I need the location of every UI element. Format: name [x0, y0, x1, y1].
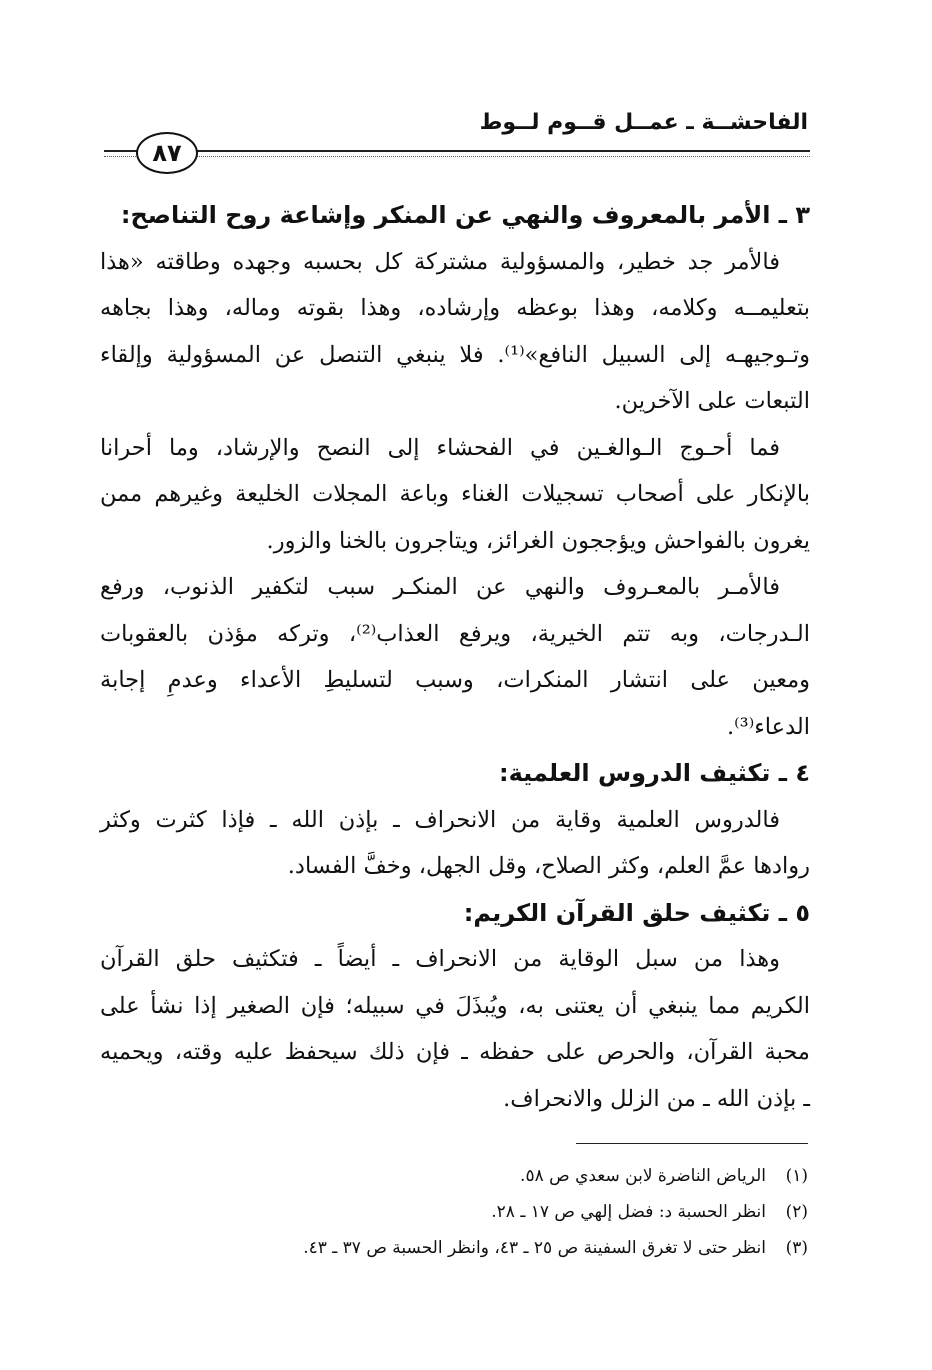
footnote-number: (٢) [785, 1202, 808, 1222]
paragraph [100, 936, 810, 1122]
text-line: فالدروس العلمية وقاية من الانحراف ـ بإذن الله ـ فإذا كثرت وكثر [100, 806, 780, 833]
text-line: روادها عمَّ العلم، وكثر الصلاح، وقل الجهل، وخفَّ الفساد. [287, 853, 810, 879]
section-heading: ٥ ـ تكثيف حلق القرآن الكريم: [463, 898, 810, 927]
section-heading: ٤ ـ تكثيف الدروس العلمية: [499, 759, 810, 787]
footnote-text: الرياض الناضرة لابن سعدي ص ٥٨. [520, 1166, 766, 1186]
text-line: وتـوجيهـه إلى السبيل النافع»⁽¹⁾. فلا ينبغي التنصل عن المسؤولية وإلقاء [100, 341, 810, 368]
paragraph [100, 564, 810, 750]
paragraph [100, 797, 810, 890]
footnote-number: (٣) [785, 1238, 808, 1258]
page-number: ٨٧ [136, 132, 198, 174]
text-line: يغرون بالفواحش ويؤججون الغرائز، ويتاجرون بالخنا والزور. [266, 527, 810, 554]
text-line: الدعاء⁽³⁾. [726, 713, 810, 740]
footnote-separator [576, 1143, 808, 1144]
text-line: الكريم مما ينبغي أن يعتنى به، ويُبذَلَ في سبيله؛ فإن الصغير إذا نشأ على [100, 992, 810, 1019]
text-line: بالإنكار على أصحاب تسجيلات الغناء وباعة المجلات الخليعة وغيرهم ممن [100, 481, 810, 507]
footnote-number: (١) [785, 1166, 808, 1186]
footnote [108, 1230, 808, 1266]
running-header-title: الفاحشــة ـ عمــل قــوم لــوط [479, 110, 808, 135]
text-line: وهذا من سبل الوقاية من الانحراف ـ أيضاً ـ فتكثيف حلق القرآن [100, 946, 780, 972]
paragraph [100, 239, 810, 425]
text-line: ومعين على انتشار المنكرات، وسبب لتسليطِ الأعداء وعدمِ إجابة [100, 667, 810, 693]
text-line: فالأمر جد خطير، والمسؤولية مشتركة كل بحسبه وجهده وطاقته «هذا [100, 248, 780, 275]
text-line: محبة القرآن، والحرص على حفظه ـ فإن ذلك سيحفظ عليه وقته، ويحميه [100, 1039, 810, 1065]
text-line: بتعليمــه وكلامه، وهذا بوعظه وإرشاده، وهذا بقوته وماله، وهذا بجاهه [100, 295, 810, 321]
page-body [100, 192, 810, 1122]
footnote [108, 1158, 808, 1194]
paragraph [100, 425, 810, 565]
footnote-text: انظر حتى لا تغرق السفينة ص ٢٥ ـ ٤٣، وانظر الحسبة ص ٣٧ ـ ٤٣. [303, 1238, 766, 1258]
text-line: فالأمـر بالمعـروف والنهي عن المنكـر سبب لتكفير الذنوب، ورفع [100, 574, 780, 600]
text-line: التبعات على الآخرين. [614, 388, 810, 414]
footnote [108, 1194, 808, 1230]
header-rule-dotted [104, 156, 810, 157]
footnotes [108, 1158, 808, 1266]
header-rule [104, 150, 810, 152]
text-line: ـ بإذن الله ـ من الزلل والانحراف. [503, 1085, 810, 1112]
section-heading: ٣ ـ الأمر بالمعروف والنهي عن المنكر وإشاعة روح التناصح: [120, 201, 810, 229]
text-line: الـدرجات، وبه تتم الخيرية، ويرفع العذاب⁽²⁾، وتركه مؤذن بالعقوبات [100, 620, 810, 647]
footnote-text: انظر الحسبة د: فضل إلهي ص ١٧ ـ ٢٨. [491, 1202, 766, 1222]
text-line: فما أحـوج الـوالغـين في الفحشاء إلى النصح والإرشاد، وما أحرانا [100, 434, 780, 461]
